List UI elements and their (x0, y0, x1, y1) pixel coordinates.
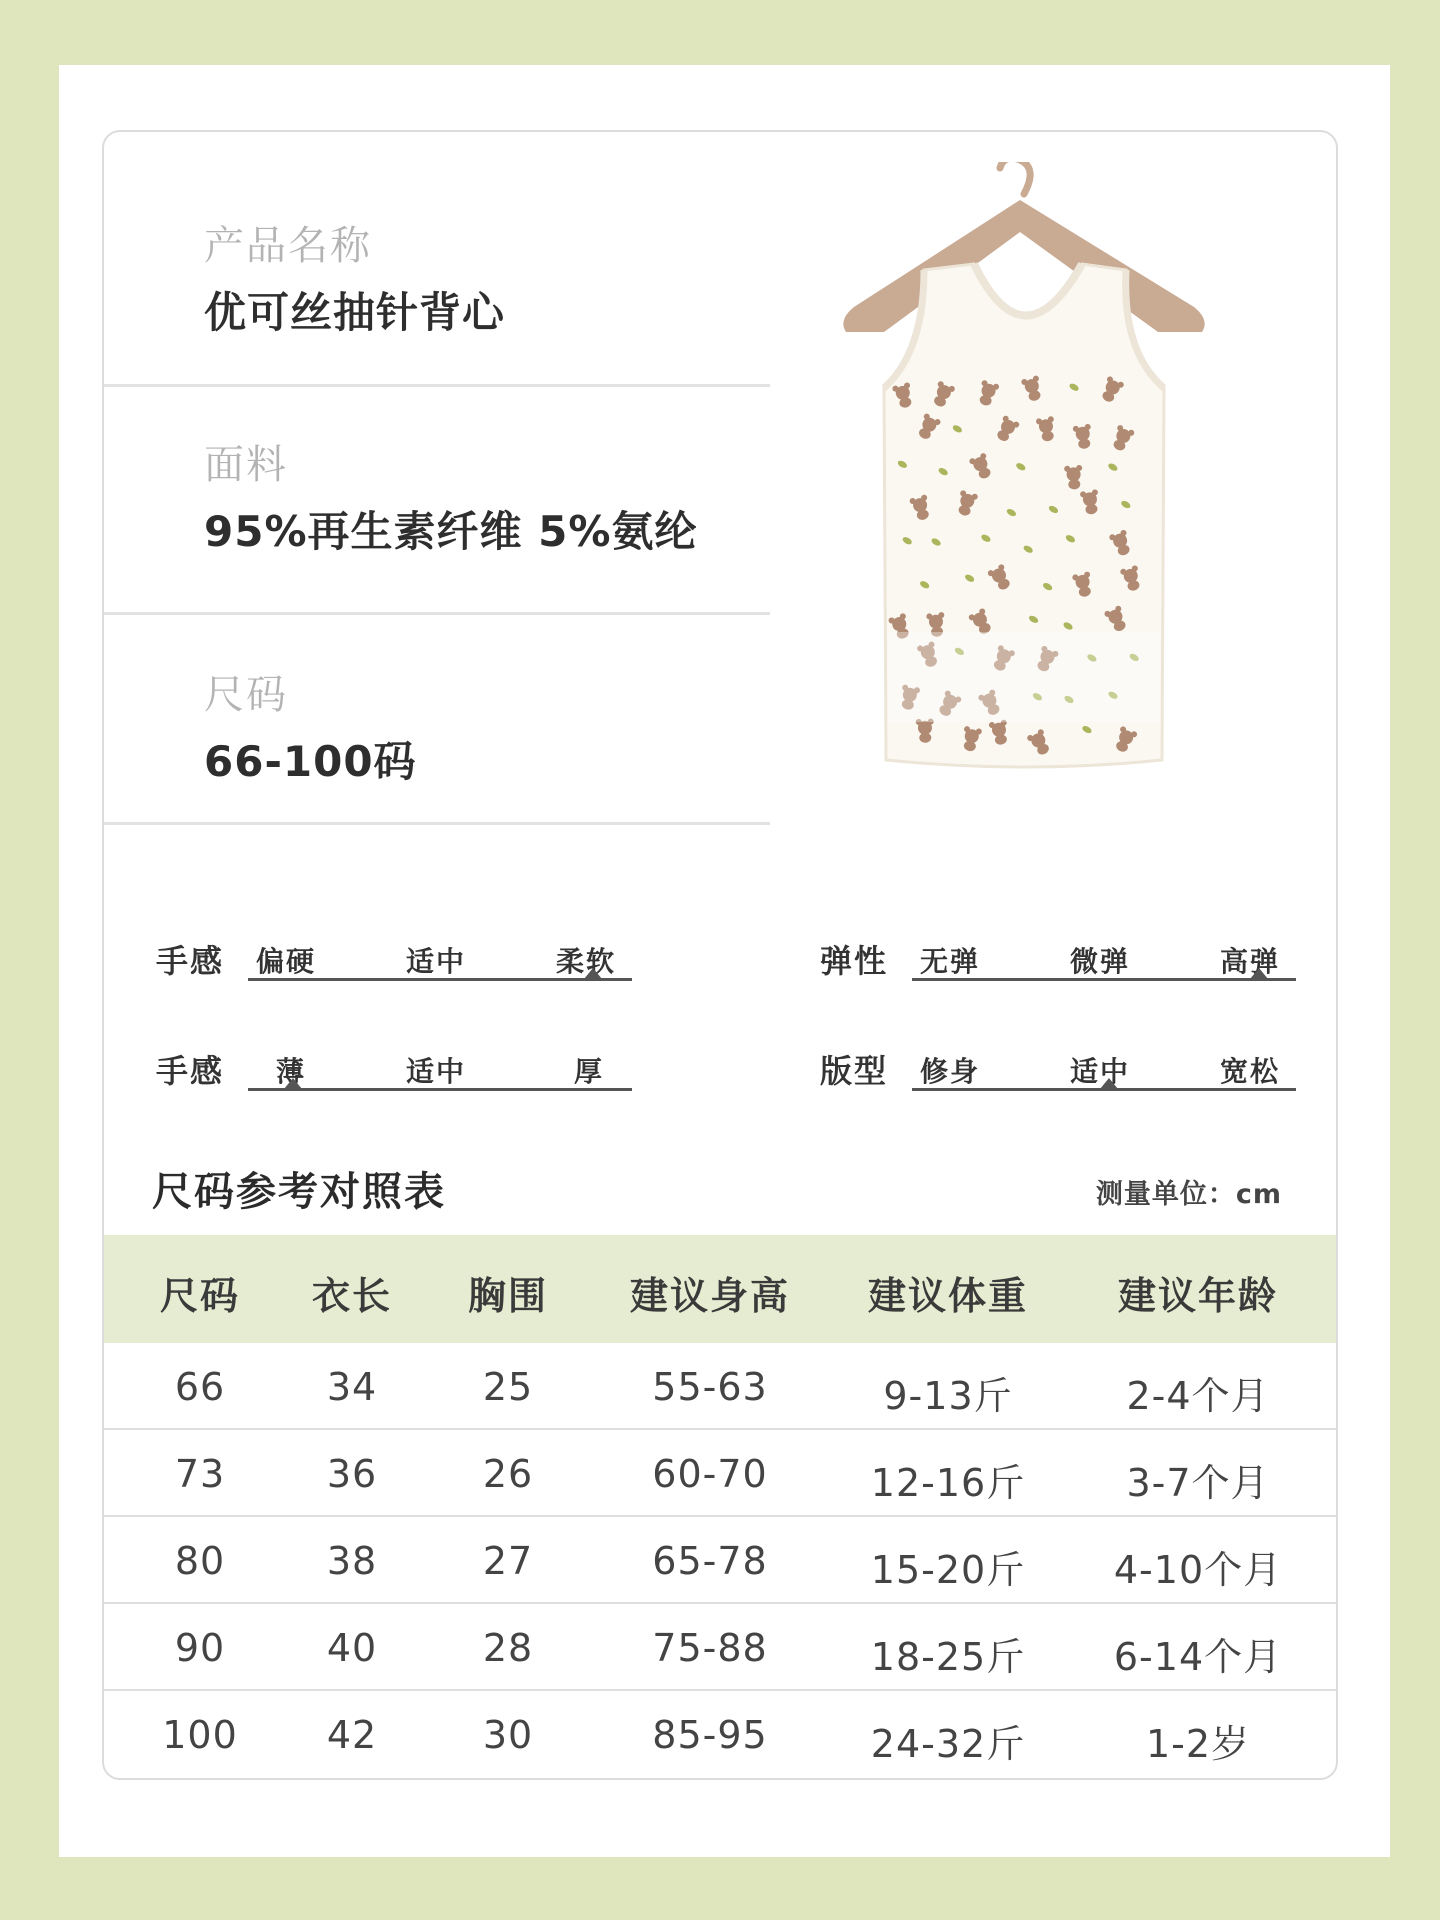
info-size (104, 615, 770, 825)
table-cell: 3-7个月 (1126, 1461, 1270, 1505)
scale-option: 适中 (1070, 1055, 1131, 1088)
scale-thickness (156, 1040, 636, 1100)
scale-fit (820, 1040, 1300, 1100)
table-cell: 6-14个月 (1113, 1635, 1283, 1679)
table-cell: 4-10个月 (1113, 1548, 1283, 1592)
table-cell: 65-78 (652, 1539, 768, 1583)
table-header-cell: 胸围 (467, 1274, 548, 1318)
scale-hand-feel (156, 930, 636, 990)
scale-line (248, 1088, 632, 1091)
table-cell: 27 (482, 1539, 534, 1583)
table-cell: 85-95 (652, 1713, 768, 1757)
table-cell: 36 (326, 1452, 378, 1496)
info-product-name (104, 132, 770, 387)
scale-option: 修身 (920, 1055, 981, 1088)
scale-marker (1100, 1078, 1118, 1089)
scale-option: 高弹 (1220, 945, 1281, 978)
size-chart-title: 尺码参考对照表 (152, 1169, 446, 1215)
scale-title: 版型 (820, 1052, 889, 1090)
table-cell: 2-4个月 (1126, 1374, 1270, 1418)
table-cell: 12-16斤 (870, 1461, 1026, 1505)
table-header-cell: 建议身高 (629, 1274, 790, 1318)
table-body (104, 1343, 1336, 1778)
table-cell: 38 (326, 1539, 378, 1583)
scale-title: 弹性 (820, 942, 889, 980)
scale-title: 手感 (156, 1052, 225, 1090)
table-cell: 90 (174, 1626, 226, 1670)
info-value: 66-100码 (204, 737, 417, 786)
table-cell: 34 (326, 1365, 378, 1409)
info-label: 尺码 (204, 672, 288, 718)
scale-option: 宽松 (1220, 1055, 1281, 1088)
table-cell: 15-20斤 (870, 1548, 1026, 1592)
scale-marker (584, 968, 602, 979)
info-fabric (104, 387, 770, 615)
table-cell: 66 (174, 1365, 226, 1409)
table-cell: 26 (482, 1452, 534, 1496)
table-header-cell: 建议体重 (867, 1274, 1028, 1318)
scale-marker (284, 1078, 302, 1089)
table-cell: 28 (482, 1626, 534, 1670)
table-cell: 60-70 (652, 1452, 768, 1496)
info-label: 面料 (204, 442, 288, 488)
table-cell: 30 (482, 1713, 534, 1757)
table-row (104, 1604, 1336, 1691)
scale-option: 微弹 (1070, 945, 1131, 978)
scale-elasticity (820, 930, 1300, 990)
table-cell: 1-2岁 (1145, 1722, 1251, 1766)
scale-option: 无弹 (920, 945, 981, 978)
scale-option: 厚 (574, 1055, 605, 1088)
table-cell: 100 (162, 1713, 238, 1757)
scale-option: 适中 (406, 1055, 467, 1088)
table-cell: 80 (174, 1539, 226, 1583)
hanger-icon (843, 162, 1204, 332)
table-cell: 42 (326, 1713, 378, 1757)
table-row (104, 1517, 1336, 1604)
info-value: 95%再生素纤维 5%氨纶 (204, 507, 698, 556)
measurement-unit: 测量单位：cm (1095, 1179, 1282, 1210)
table-header (104, 1235, 1336, 1343)
table-cell: 18-25斤 (870, 1635, 1026, 1679)
table-cell: 24-32斤 (870, 1722, 1026, 1766)
table-header-cell: 衣长 (311, 1274, 392, 1318)
scale-line (912, 978, 1296, 981)
table-header-cell: 尺码 (159, 1274, 240, 1318)
table-cell: 9-13斤 (883, 1374, 1013, 1418)
table-cell: 73 (174, 1452, 226, 1496)
scale-marker (1250, 968, 1268, 979)
table-row (104, 1691, 1336, 1778)
table-header-cell: 建议年龄 (1117, 1274, 1278, 1318)
info-value: 优可丝抽针背心 (204, 288, 506, 337)
table-cell: 25 (482, 1365, 534, 1409)
product-card (102, 130, 1338, 1780)
scale-option: 偏硬 (256, 945, 317, 978)
info-label: 产品名称 (204, 223, 372, 269)
table-row (104, 1343, 1336, 1430)
table-row (104, 1430, 1336, 1517)
product-image-vest (824, 162, 1224, 792)
scale-title: 手感 (156, 942, 225, 980)
table-cell: 75-88 (652, 1626, 768, 1670)
scale-option: 适中 (406, 945, 467, 978)
scale-option: 柔软 (556, 945, 617, 978)
size-table (104, 1235, 1336, 1778)
table-cell: 40 (326, 1626, 378, 1670)
table-cell: 55-63 (652, 1365, 768, 1409)
scale-line (248, 978, 632, 981)
scale-option: 薄 (276, 1055, 307, 1088)
